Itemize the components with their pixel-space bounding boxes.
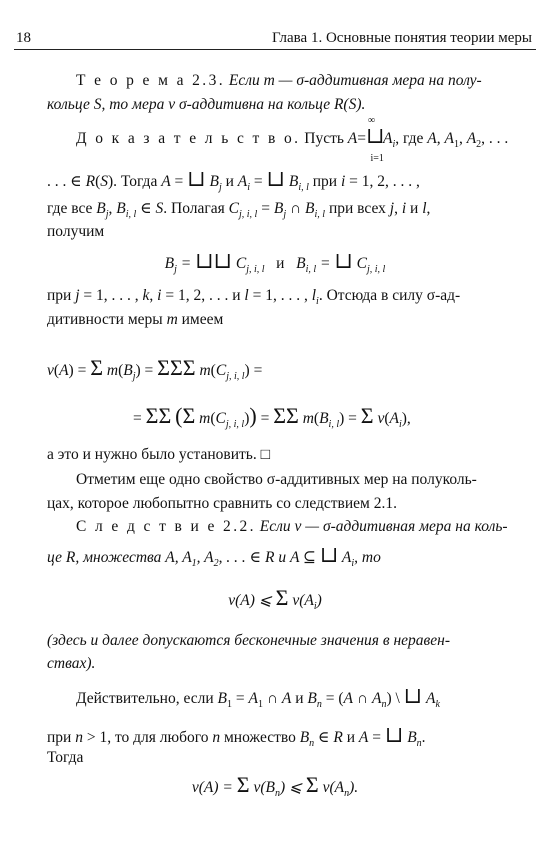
proof-line-6: дитивности меры m имеем <box>47 311 224 328</box>
proof-line-1: Д о к а з а т е л ь с т в о. Пусть $A=⊔_{i=1}^\infty A_i$, где A, $A_1$, $A_2$, . . . <box>76 114 509 165</box>
running-header <box>14 29 536 50</box>
page-number: 18 <box>16 30 31 46</box>
proof-label: Д о к а з а т е л ь с т в о. <box>76 130 301 147</box>
formula-final: ν(A) = Σ $\nu(B_n)$ ⩽ Σ $\nu(A_n)$. <box>191 772 359 800</box>
note-line-1: (здесь и далее допускаются бесконечные значения в неравен- <box>47 632 450 649</box>
theorem-label: Т е о р е м а 2.3. <box>76 72 225 89</box>
formula-decomposition: $B_j$ = ⊔⊔ $C_{j, i, l}$ и $B_{i, l}$ = ⊔ $C_{j, i, l}$ <box>164 248 386 276</box>
proof2-line-3: Тогда <box>47 749 84 766</box>
proof-line-2: . . . ∈ R(S). Тогда A = ⊔ $B_j$ и $A_i$ = ⊔ $B_{i, l}$ при i = 1, 2, . . . , <box>47 166 420 194</box>
formula-sum-2: = ΣΣ (Σ $m(C_{j, i, l})) = \Sigma\Sigma$ $m(B_{i, l}) = \Sigma$ $\nu(A_i)$, <box>133 403 411 431</box>
remark-line-2: цах, которое любопытно сравнить со следствием 2.1. <box>47 495 397 512</box>
proof-end: а это и нужно было установить. □ <box>47 446 270 463</box>
note-line-2: ствах). <box>47 655 96 672</box>
corollary-label: С л е д с т в и е 2.2. <box>76 518 256 535</box>
formula-sum-1: ν(A) = Σ $m(B_j) = \Sigma\Sigma\Sigma$ $m(C_{j, i, l})$ = <box>47 355 263 383</box>
proof-line-5: при j = 1, . . . , k, i = 1, 2, . . . и l = 1, . . . , $l_i$. Отсюда в силу σ-ад- <box>47 287 461 308</box>
proof2-line-1: Действительно, если $B_1 = A_1$ ∩ A и $B_n = (A$ ∩ $A_n$) \ ⊔ $A_k$ <box>76 683 440 711</box>
corollary-line-2: це R, множества A, $A_1$, $A_2$, . . . ∈ R и A ⊆ ⊔ $A_i$, то <box>47 542 381 570</box>
theorem-line-1: Т е о р е м а 2.3. Если m — σ-аддитивная мера на полу- <box>76 72 482 89</box>
formula-inequality: ν(A) ⩽ Σ $\nu(A_i)$ <box>228 585 322 613</box>
corollary-line-1: С л е д с т в и е 2.2. Если ν — σ-аддитивная мера на коль- <box>76 518 508 535</box>
running-title: Глава 1. Основные понятия теории меры <box>271 30 532 46</box>
theorem-line-2: кольце S, то мера ν σ-аддитивна на кольце R(S). <box>47 96 366 113</box>
remark-line-1: Отметим еще одно свойство σ-аддитивных мер на полуколь- <box>76 471 477 488</box>
proof2-line-2: при n > 1, то для любого n множество $B_n$ ∈ R и A = ⊔ $B_n$. <box>47 722 426 750</box>
proof-line-4: получим <box>47 223 105 240</box>
proof-line-3: где все $B_j$, $B_{i, l}$ ∈ S. Полагая $C_{j, i, l} = B_j$ ∩ $B_{i, l}$ при всех j, i и l, <box>47 200 431 221</box>
